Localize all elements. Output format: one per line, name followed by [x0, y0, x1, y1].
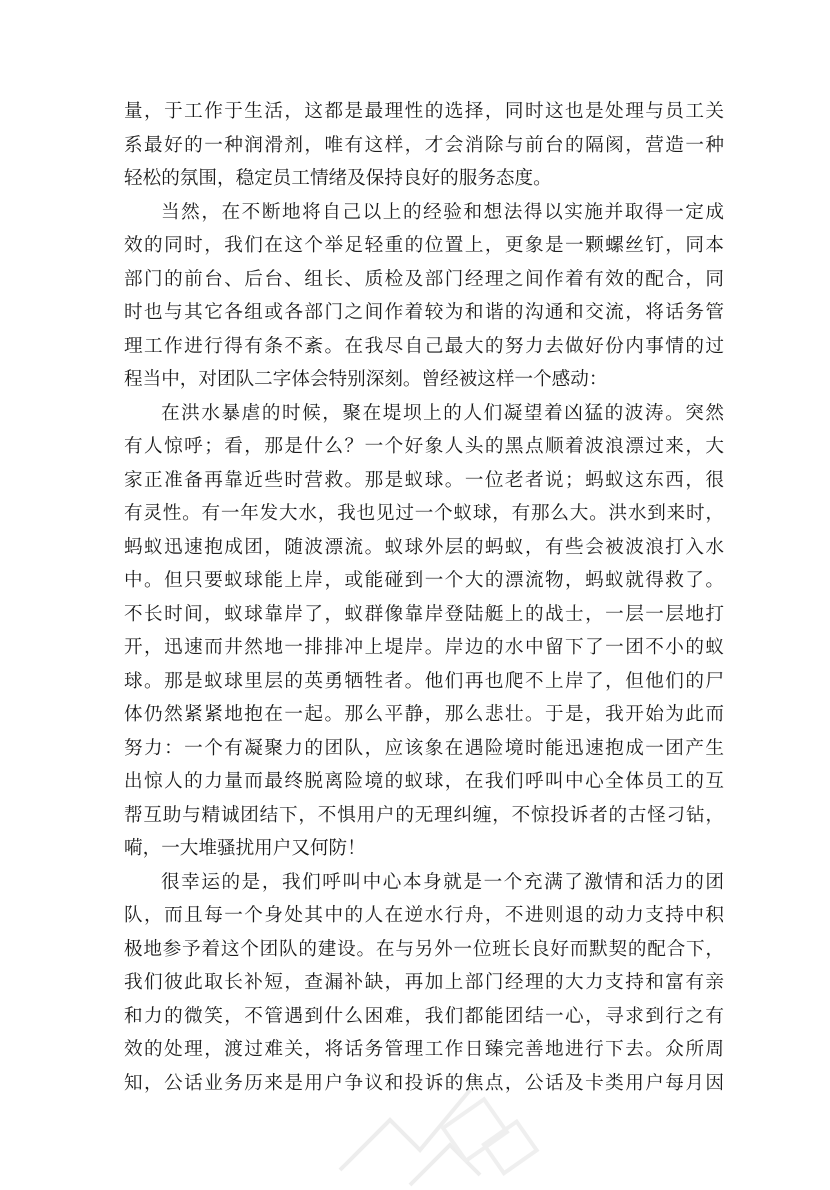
text-line: 家正准备再靠近些时营救。那是蚁球。一位老者说；蚂蚁这东西，很	[124, 469, 724, 491]
text-line: 效的同时，我们在这个举足轻重的位置上，更象是一颗螺丝钉，同本	[124, 235, 724, 256]
text-line: 球。那是蚁球里层的英勇牺牲者。他们再也爬不上岸了，但他们的尸	[124, 670, 724, 692]
text-line: 嗬，一大堆骚扰用户又何防！	[124, 838, 366, 859]
text-line: 出惊人的力量而最终脱离险境的蚁球，在我们呼叫中心全体员工的互	[124, 771, 724, 792]
text-line: 程当中，对团队二字体会特别深刻。曾经被这样一个感动：	[124, 369, 608, 390]
text-line: 有人惊呼；看，那是什么？一个好象人头的黑点顺着波浪漂过来，大	[124, 436, 724, 457]
text-line: 我们彼此取长补短，查漏补缺，再加上部门经理的大力支持和富有亲	[124, 972, 724, 993]
watermark-logo	[300, 1050, 560, 1190]
body-text	[124, 95, 724, 1100]
text-line: 不长时间，蚁球靠岸了，蚁群像靠岸登陆艇上的战士，一层一层地打	[124, 603, 724, 625]
paragraph-start-line: 在洪水暴虐的时候，聚在堤坝上的人们凝望着凶猛的波涛。突然	[161, 402, 724, 424]
watermark-mark	[340, 1090, 537, 1185]
text-line: 帮互助与精诚团结下，不惧用户的无理纠缠，不惊投诉者的古怪刁钻，	[124, 804, 724, 826]
paragraph-start-line: 很幸运的是，我们呼叫中心本身就是一个充满了激情和活力的团	[161, 871, 724, 893]
paragraph-start-line: 当然，在不断地将自己以上的经验和想法得以实施并取得一定成	[161, 201, 724, 223]
text-line: 有灵性。有一年发大水，我也见过一个蚁球，有那么大。洪水到来时，	[124, 503, 724, 524]
text-line: 轻松的氛围，稳定员工情绪及保持良好的服务态度。	[124, 168, 552, 189]
watermark-stroke	[340, 1090, 470, 1170]
text-line: 努力：一个有凝聚力的团队，应该象在遇险境时能迅速抱成一团产生	[124, 737, 724, 759]
text-line: 量，于工作于生活，这都是最理性的选择，同时这也是处理与员工关	[124, 101, 724, 122]
text-line: 理工作进行得有条不紊。在我尽自己最大的努力去做好份内事情的过	[124, 335, 724, 357]
text-line: 中。但只要蚁球能上岸，或能碰到一个大的漂流物，蚂蚁就得救了。	[124, 570, 724, 591]
text-line: 队，而且每一个身处其中的人在逆水行舟，不进则退的动力支持中积	[124, 905, 724, 926]
watermark-box	[484, 1122, 537, 1174]
text-line: 体仍然紧紧地抱在一起。那么平静，那么悲壮。于是，我开始为此而	[124, 704, 724, 725]
text-line: 效的处理，渡过难关，将话务管理工作日臻完善地进行下去。众所周	[124, 1039, 724, 1060]
text-line: 蚂蚁迅速抱成团，随波漂流。蚁球外层的蚂蚁，有些会被波浪打入水	[124, 536, 724, 558]
text-line: 系最好的一种润滑剂，唯有这样，才会消除与前台的隔阂，营造一种	[124, 134, 724, 156]
text-line: 极地参予着这个团队的建设。在与另外一位班长良好而默契的配合下，	[124, 938, 724, 960]
text-line: 部门的前台、后台、组长、质检及部门经理之间作着有效的配合，同	[124, 268, 724, 290]
text-line: 和力的微笑，不管遇到什么困难，我们都能团结一心，寻求到行之有	[124, 1005, 724, 1027]
text-line: 知，公话业务历来是用户争议和投诉的焦点，公话及卡类用户每月因	[124, 1072, 724, 1094]
text-line: 时也与其它各组或各部门之间作着较为和谐的沟通和交流，将话务管	[124, 302, 724, 323]
text-line: 开，迅速而井然地一排排冲上堤岸。岸边的水中留下了一团不小的蚁	[124, 637, 724, 658]
